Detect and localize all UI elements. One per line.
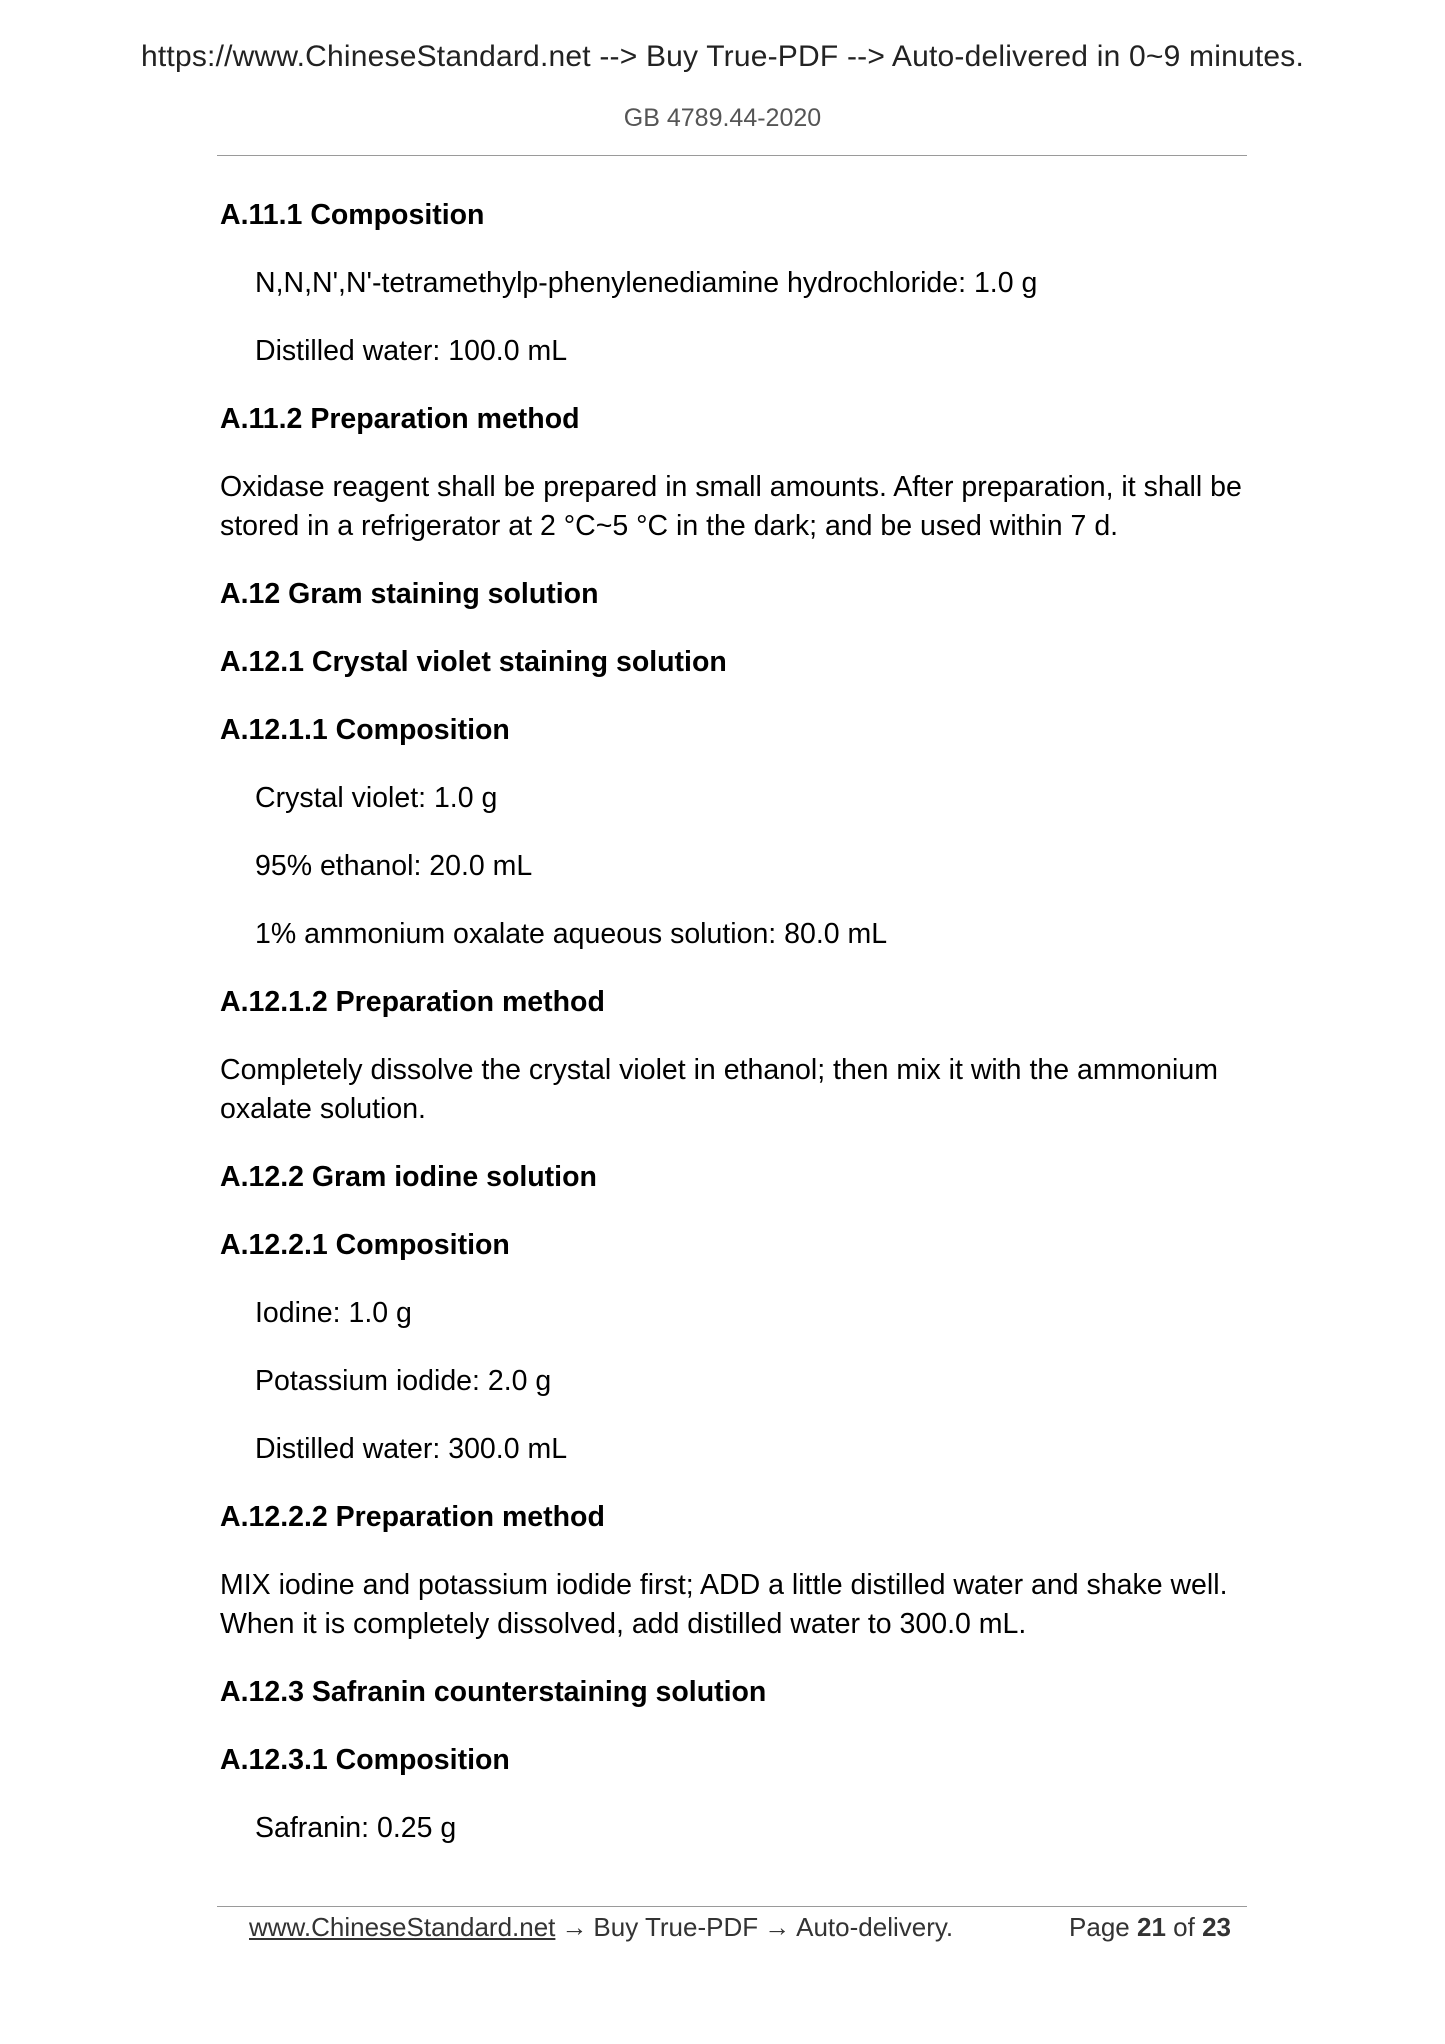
section-heading: A.12.1.2 Preparation method <box>220 986 605 1018</box>
section-heading: A.12.1.1 Composition <box>220 714 510 746</box>
paragraph: Completely dissolve the crystal violet in ethanol; then mix it with the ammonium oxalate solution. <box>220 1054 1218 1125</box>
section-heading: A.12.3 Safranin counterstaining solution <box>220 1676 767 1708</box>
page-current: 21 <box>1137 1911 1166 1942</box>
page-of: of <box>1173 1911 1195 1942</box>
footer-site-link[interactable]: www.ChineseStandard.net <box>249 1911 556 1942</box>
composition-item: N,N,N',N'-tetramethylp-phenylenediamine hydrochloride: 1.0 g <box>255 267 1038 299</box>
footer-buy-text: Buy True-PDF <box>593 1911 759 1942</box>
composition-item: 95% ethanol: 20.0 mL <box>255 850 533 882</box>
composition-item: Crystal violet: 1.0 g <box>255 782 498 814</box>
composition-item: Distilled water: 300.0 mL <box>255 1433 568 1465</box>
arrow-right-icon: → <box>561 1911 588 1942</box>
section-heading: A.12.2.2 Preparation method <box>220 1501 605 1533</box>
section-heading: A.12 Gram staining solution <box>220 578 599 610</box>
footer-delivery-text: Auto-delivery. <box>796 1911 954 1942</box>
page-label: Page <box>1069 1911 1130 1942</box>
page-total: 23 <box>1202 1911 1231 1942</box>
composition-item: Safranin: 0.25 g <box>255 1812 457 1844</box>
section-heading: A.11.2 Preparation method <box>220 403 580 435</box>
section-heading: A.12.2.1 Composition <box>220 1229 510 1261</box>
composition-item: Potassium iodide: 2.0 g <box>255 1365 552 1397</box>
arrow-right-icon: → <box>764 1911 791 1942</box>
header-divider <box>217 155 1247 156</box>
document-body <box>220 196 1250 1877</box>
page-footer <box>249 1905 1249 1949</box>
standard-code: GB 4789.44-2020 <box>623 104 822 132</box>
composition-item: 1% ammonium oxalate aqueous solution: 80.0 mL <box>255 918 888 950</box>
section-heading: A.11.1 Composition <box>220 199 485 231</box>
page-indicator <box>1069 1912 1231 1943</box>
composition-item: Distilled water: 100.0 mL <box>255 335 568 367</box>
paragraph: Oxidase reagent shall be prepared in small amounts. After preparation, it shall be stored in a refrigerator at 2 °C~5 °C in the dark; and be used within 7 d. <box>220 471 1242 542</box>
section-heading: A.12.3.1 Composition <box>220 1744 510 1776</box>
top-banner[interactable]: https://www.ChineseStandard.net --> Buy True-PDF --> Auto-delivered in 0~9 minutes. <box>141 40 1304 73</box>
section-heading: A.12.1 Crystal violet staining solution <box>220 646 727 678</box>
paragraph: MIX iodine and potassium iodide first; ADD a little distilled water and shake well. When it is completely dissolved, add distilled water to 300.0 mL. <box>220 1569 1228 1640</box>
composition-item: Iodine: 1.0 g <box>255 1297 412 1329</box>
section-heading: A.12.2 Gram iodine solution <box>220 1161 597 1193</box>
